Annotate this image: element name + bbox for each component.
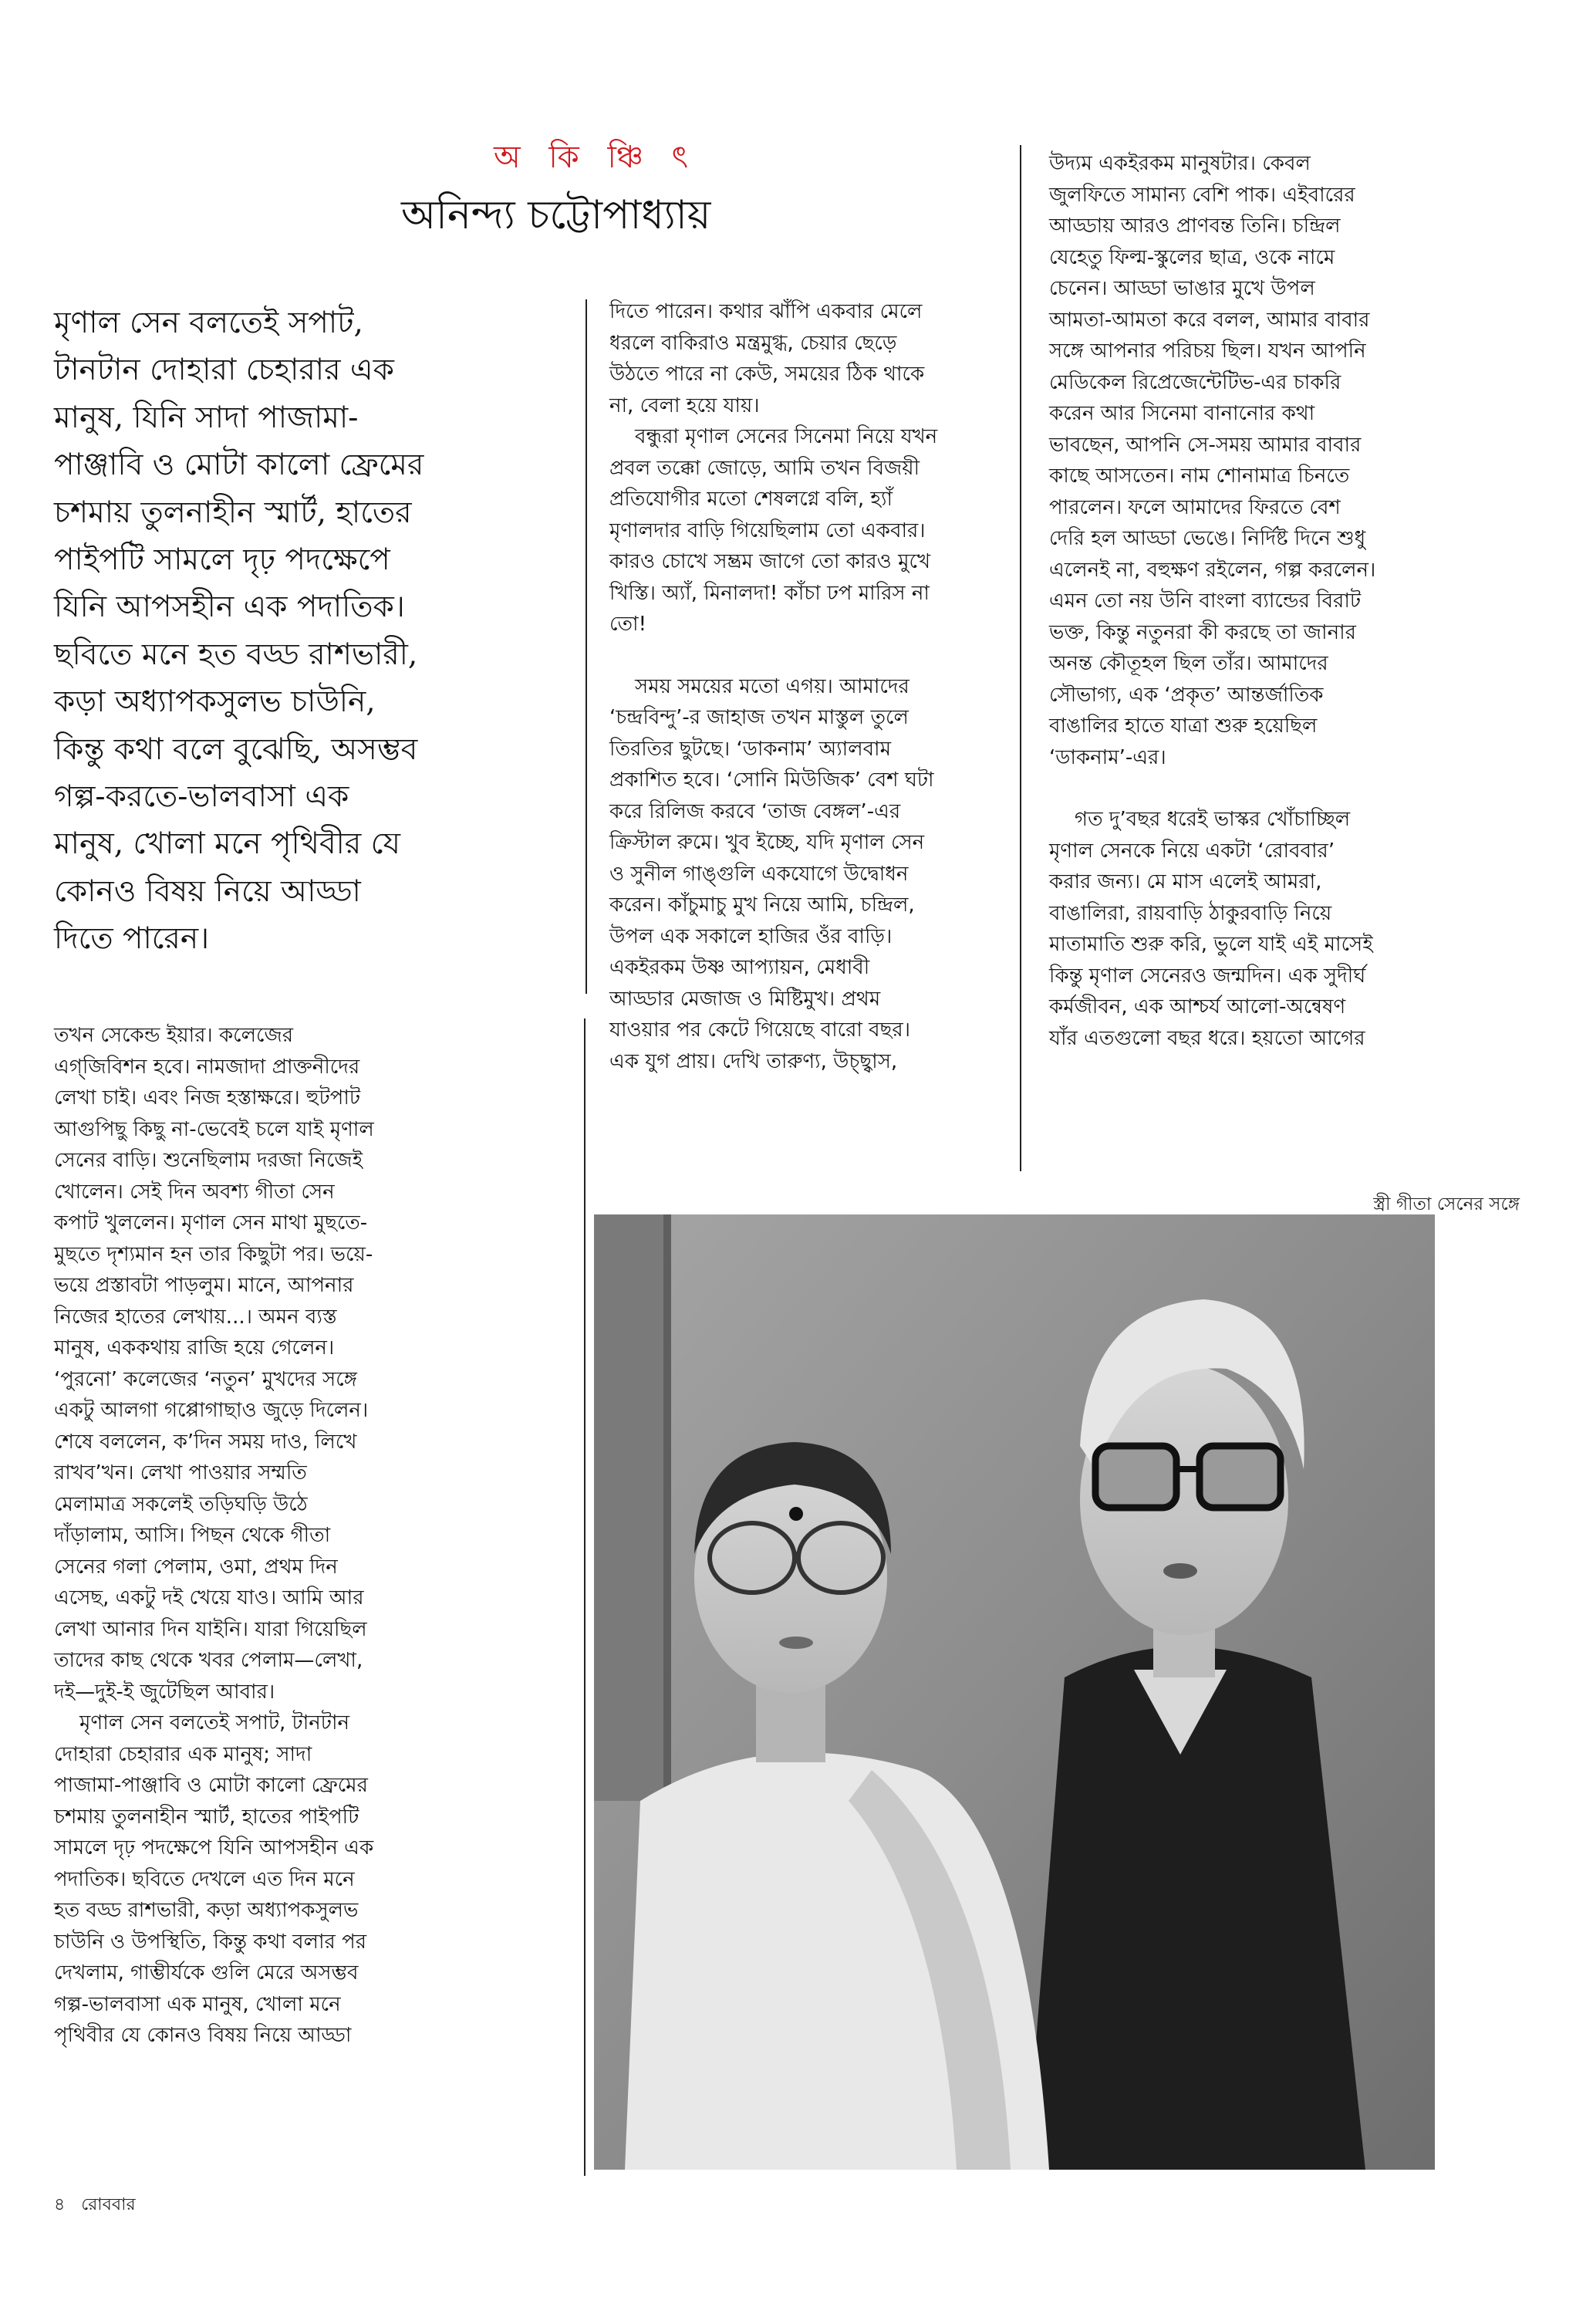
text-line: মেডিকেল রিপ্রেজেন্টেটিভ-এর চাকরি [1049,370,1341,394]
text-line: দেরি হল আড্ডা ভেঙে। নির্দিষ্ট দিনে শুধু [1049,527,1366,550]
text-line: ভক্ত, কিন্তু নতুনরা কী করছে তা জানার [1049,620,1356,644]
text-line: টানটান দোহারা চেহারার এক [54,353,394,388]
text-line: একটু আলগা গপ্পোগাছাও জুড়ে দিলেন। [54,1399,369,1422]
text-line: ও সুনীল গাঙ্গুলি একযোগে উদ্বোধন [609,862,909,886]
text-line: এগ্‌জিবিশন হবে। নামজাদা প্রাক্তনীদের [54,1055,360,1079]
text-line: মুছতে দৃশ্যমান হন তার কিছুটা পর। ভয়ে- [54,1242,373,1266]
page-number: ৪ [54,2195,66,2214]
text-line: সৌভাগ্য, এক ‘প্রকৃত’ আন্তর্জাতিক [1049,683,1324,707]
text-line: মানুষ, এককথায় রাজি হয়ে গেলেন। [54,1336,335,1360]
text-line: দিতে পারেন। [54,921,210,957]
text-line: শেষে বললেন, ক’দিন সময় দাও, লিখে [54,1430,357,1454]
paragraph-gap [1049,773,1512,804]
text-line: পাজামা-পাঞ্জাবি ও মোটা কালো ফ্রেমের [54,1774,368,1797]
text-line: খোলেন। সেই দিন অবশ্য গীতা সেন [54,1180,335,1204]
text-line: ‘পুরনো’ কলেজের ‘নতুন’ মুখদের সঙ্গে [54,1367,357,1391]
text-line: চাউনি ও উপস্থিতি, কিন্তু কথা বলার পর [54,1930,367,1954]
text-line: খিস্তি। অ্যাঁ, মিনালদা! কাঁচা ঢপ মারিস না [609,581,930,605]
text-line: কর্মজীবন, এক আশ্চর্য আলো-অন্বেষণ [1049,995,1346,1018]
text-line: দিতে পারেন। কথার ঝাঁপি একবার মেলে [609,300,923,323]
text-line: পৃথিবীর যে কোনও বিষয় নিয়ে আড্ডা [54,2024,352,2047]
text-line: সামলে দৃঢ় পদক্ষেপে যিনি আপসহীন এক [54,1836,374,1860]
text-line: কাছে আসতেন। নাম শোনামাত্র চিনতে [1049,464,1350,488]
text-line: ভাবছেন, আপনি সে-সময় আমার বাবার [1049,433,1362,457]
text-line: লেখা আনার দিন যাইনি। যারা গিয়েছিল [54,1617,367,1641]
magazine-name: রোববার [81,2195,136,2214]
photograph-illustration [594,1214,1435,2170]
text-line: মাতামাতি শুরু করি, ভুলে যাই এই মাসেই [1049,933,1373,956]
text-line: চশমায় তুলনাহীন স্মার্ট, হাতের পাইপটি [54,1805,359,1829]
text-line: যেহেতু ফিল্ম-স্কুলের ছাত্র, ওকে নামে [1049,245,1335,269]
text-line: করেন। কাঁচুমাচু মুখ নিয়ে আমি, চন্দ্রিল, [609,893,915,917]
text-line: ধরলে বাকিরাও মন্ত্রমুগ্ধ, চেয়ার ছেড়ে [609,331,897,355]
text-line: আড্ডার মেজাজ ও মিষ্টিমুখ। প্রথম [609,987,881,1011]
text-line: না, বেলা হয়ে যায়। [609,394,760,417]
body-column-3 [1049,148,1512,1054]
text-line: কপাট খুললেন। মৃণাল সেন মাথা মুছতে- [54,1211,368,1235]
text-line: এসেছ, একটু দই খেয়ে যাও। আমি আর [54,1586,364,1610]
text-line: চশমায় তুলনাহীন স্মার্ট, হাতের [54,495,412,530]
text-line: প্রতিযোগীর মতো শেষলগ্নে বলি, হ্যাঁ [609,488,893,511]
text-line: হত বড্ড রাশভারী, কড়া অধ্যাপকসুলভ [54,1899,359,1922]
lead-paragraph [54,299,548,963]
column-rule-right [1020,145,1021,1171]
text-line: তো! [609,613,647,636]
text-line: কারও চোখে সম্ভ্রম জাগে তো কারও মুখে [609,550,931,573]
author-byline: অনিন্দ্য চট্টোপাধ্যায় [401,192,711,238]
text-line: নিজের হাতের লেখায়...। অমন ব্যস্ত [54,1305,337,1329]
text-line: লেখা চাই। এবং নিজ হস্তাক্ষরে। হুটপাট [54,1086,361,1110]
text-line: জুলফিতে সামান্য বেশি পাক। এইবারের [1049,183,1355,207]
text-line: দোহারা চেহারার এক মানুষ; সাদা [54,1742,312,1766]
page-folio [54,2191,363,2220]
text-line: ক্রিস্টাল রুমে। খুব ইচ্ছে, যদি মৃণাল সেন [609,831,925,854]
text-line: কিন্তু মৃণাল সেনেরও জন্মদিন। এক সুদীর্ঘ [1049,964,1366,988]
text-line: সেনের গলা পেলাম, ওমা, প্রথম দিন [54,1555,338,1579]
text-line: মেলামাত্র সকলেই তড়িঘড়ি উঠে [54,1492,308,1516]
text-line: যাঁর এতগুলো বছর ধরে। হয়তো আগের [1049,1026,1365,1050]
text-line: আগুপিছু কিছু না-ভেবেই চলে যাই মৃণাল [54,1117,374,1141]
text-line: পদাতিক। ছবিতে দেখলে এত দিন মনে [54,1867,355,1891]
text-line: আমতা-আমতা করে বলল, আমার বাবার [1049,308,1370,332]
text-line: প্রকাশিত হবে। ‘সোনি মিউজিক’ বেশ ঘটা [609,768,934,792]
text-line: মৃণালদার বাড়ি গিয়েছিলাম তো একবার। [609,519,926,542]
photograph [594,1214,1435,2170]
paragraph-gap [609,640,1072,671]
text-line: ছবিতে মনে হত বড্ড রাশভারী, [54,637,418,672]
text-line: তিরতির ছুটছে। ‘ডাকনাম’ অ্যালবাম [609,737,892,761]
text-line: আড্ডায় আরও প্রাণবন্ত তিনি। চন্দ্রিল [1049,214,1341,238]
text-line: করার জন্য। মে মাস এলেই আমরা, [1049,870,1322,893]
photo-caption: স্ত্রী গীতা সেনের সঙ্গে [1373,1194,1520,1214]
text-line: উঠতে পারে না কেউ, সময়ের ঠিক থাকে [609,363,925,386]
column-rule-middle [586,299,587,994]
text-line: তাদের কাছ থেকে খবর পেলাম—লেখা, [54,1649,363,1672]
text-line: সঙ্গে আপনার পরিচয় ছিল। যখন আপনি [1049,339,1366,363]
text-line: অনন্ত কৌতূহল ছিল তাঁর। আমাদের [1049,652,1328,675]
text-line: মৃণাল সেন বলতেই সপাট, [54,306,363,340]
text-line: কড়া অধ্যাপকসুলভ চাউনি, [54,684,376,720]
text-line: বাঙালির হাতে যাত্রা শুরু হয়েছিল [1049,714,1318,738]
text-line: সময় সময়ের মতো এগয়। আমাদের [609,674,909,698]
text-line: পাঞ্জাবি ও মোটা কালো ফ্রেমের [54,448,424,483]
text-line: একইরকম উষ্ণ আপ্যায়ন, মেধাবী [609,956,870,979]
text-line: যাওয়ার পর কেটে গিয়েছে বারো বছর। [609,1018,911,1042]
body-column-1 [54,1020,563,2052]
text-line: কোনও বিষয় নিয়ে আড্ডা [54,873,361,909]
text-line: গল্প-ভালবাসা এক মানুষ, খোলা মনে [54,1992,341,2016]
section-kicker: অ কি ঞ্চি ৎ [494,140,697,175]
text-line: করে রিলিজ করবে ‘তাজ বেঙ্গল’-এর [609,799,901,823]
text-line: গত দু’বছর ধরেই ভাস্কর খোঁচাচ্ছিল [1049,808,1351,831]
text-line: করেন আর সিনেমা বানানোর কথা [1049,402,1315,425]
text-line: ‘ডাকনাম’-এর। [1049,745,1166,769]
text-line: বাঙালিরা, রায়বাড়ি ঠাকুরবাড়ি নিয়ে [1049,901,1332,925]
text-line: মৃণাল সেন বলতেই সপাট, টানটান [54,1711,350,1735]
text-line: রাখব’খন। লেখা পাওয়ার সম্মতি [54,1461,307,1485]
text-line: গল্প-করতে-ভালবাসা এক [54,779,349,815]
text-line: যিনি আপসহীন এক পদাতিক। [54,589,405,625]
text-line: দাঁড়ালাম, আসি। পিছন থেকে গীতা [54,1524,331,1547]
text-line: দেখলাম, গাম্ভীর্যকে গুলি মেরে অসম্ভব [54,1961,359,1985]
body-column-2 [609,296,1072,1077]
text-line: ভয়ে প্রস্তাবটা পাড়লুম। মানে, আপনার [54,1274,354,1297]
text-line: উদ্যম একইরকম মানুষটার। কেবল [1049,152,1311,175]
text-line: তখন সেকেন্ড ইয়ার। কলেজের [54,1024,294,1047]
text-line: প্রবল তক্কো জোড়ে, আমি তখন বিজয়ী [609,456,920,480]
text-line: বন্ধুরা মৃণাল সেনের সিনেমা নিয়ে যখন [609,425,938,448]
text-line: পারলেন। ফলে আমাদের ফিরতে বেশ [1049,495,1341,519]
text-line: এক যুগ প্রায়। দেখি তারুণ্য, উচ্ছ্বাস, [609,1049,898,1073]
text-line: দই—দুই-ই জুটেছিল আবার। [54,1680,275,1704]
text-line: মৃণাল সেনকে নিয়ে একটা ‘রোববার’ [1049,839,1335,863]
text-line: ‘চন্দ্রবিন্দু’-র জাহাজ তখন মাস্তুল তুলে [609,706,909,729]
text-line: উপল এক সকালে হাজির ওঁর বাড়ি। [609,924,893,948]
text-line: এলেনই না, বহুক্ষণ রইলেন, গল্প করলেন। [1049,558,1376,582]
text-line: মানুষ, যিনি সাদা পাজামা- [54,400,359,435]
text-line: সেনের বাড়ি। শুনেছিলাম দরজা নিজেই [54,1149,363,1172]
text-line: এমন তো নয় উনি বাংলা ব্যান্ডের বিরাট [1049,589,1362,613]
column-rule-left [584,1018,586,2176]
text-line: মানুষ, খোলা মনে পৃথিবীর যে [54,826,400,862]
text-line: কিন্তু কথা বলে বুঝেছি, অসম্ভব [54,731,418,767]
text-line: চেনেন। আড্ডা ভাঙার মুখে উপল [1049,277,1315,300]
text-line: পাইপটি সামলে দৃঢ় পদক্ষেপে [54,542,390,578]
